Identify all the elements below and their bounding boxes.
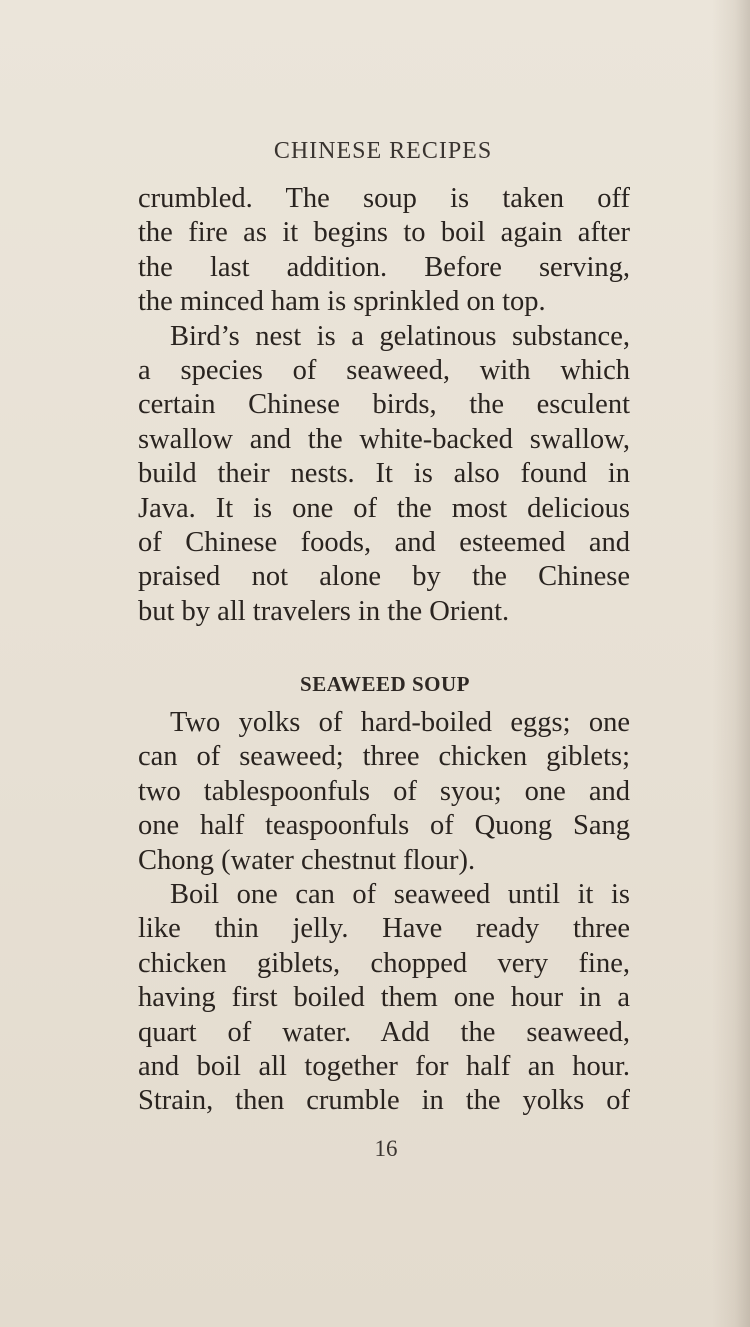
text-line: one half teaspoonfuls of Quong Sang [138,810,630,842]
paragraph-method [138,878,630,1119]
text-line: a species of seaweed, with which [138,355,630,387]
text-line: Two yolks of hard-boiled eggs; one [170,707,630,738]
text-block-lower [138,706,630,1119]
text-line: two tablespoonfuls of syou; one and [138,775,630,807]
text-line: swallow and the white-backed swallow, [138,423,630,455]
text-line: quart of water. Add the seaweed, [138,1016,630,1048]
page-number: 16 [374,1136,398,1161]
paragraph-continuation [138,182,630,320]
text-line: can of seaweed; three chicken giblets; [138,741,630,773]
text-line: Boil one can of seaweed until it is [170,879,630,911]
recipe-heading: SEAWEED SOUP [300,672,470,696]
text-line: Java. It is one of the most delicious [138,492,630,524]
text-line: Chong (water chestnut flour). [138,844,476,876]
text-line: of Chinese foods, and esteemed and [138,527,630,559]
text-line: the last addition. Before serving, [138,251,630,283]
text-line: crumbled. The soup is taken off [138,183,630,214]
text-line: Strain, then crumble in the yolks of [138,1085,630,1117]
text-line: the fire as it begins to boil again after [138,217,630,249]
text-line: certain Chinese birds, the esculent [138,389,630,421]
paragraph-birds-nest [138,320,630,630]
text-line: praised not alone by the Chinese [138,561,630,593]
running-head: CHINESE RECIPES [273,138,493,164]
text-line: and boil all together for half an hour. [138,1051,630,1083]
text-line: the minced ham is sprinkled on top. [138,286,546,318]
text-line: having first boiled them one hour in a [138,982,630,1014]
text-line: build their nests. It is also found in [138,458,630,490]
text-line: Bird’s nest is a gelatinous substance, [170,320,630,352]
paragraph-ingredients [138,706,630,878]
text-line: like thin jelly. Have ready three [138,913,630,945]
text-line: chicken giblets, chopped very fine, [138,947,630,979]
text-block-upper [138,182,630,629]
text-line: but by all travelers in the Orient. [138,595,510,627]
